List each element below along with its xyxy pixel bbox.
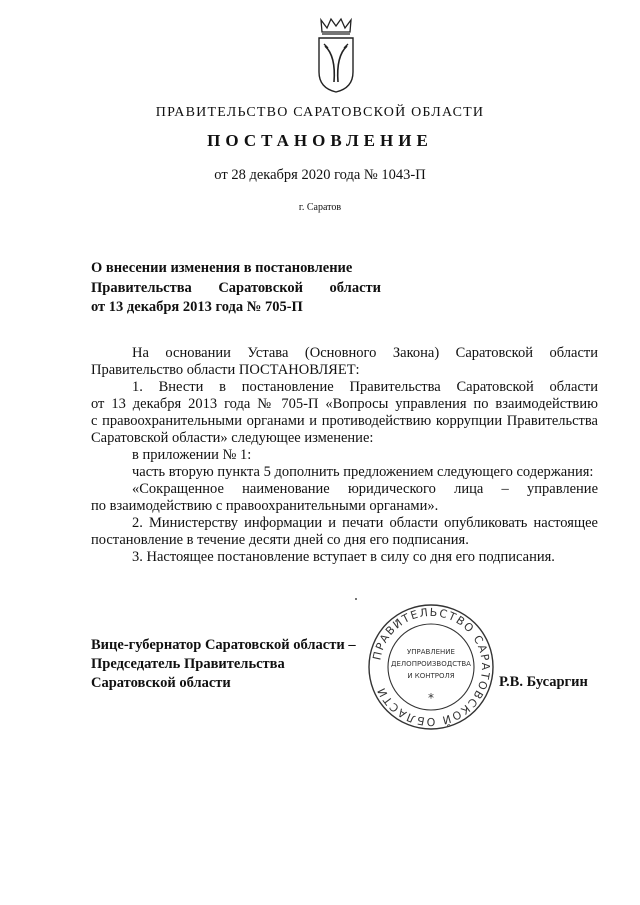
stamp-center-line: УПРАВЛЕНИЕ (407, 648, 455, 656)
signatory-name: Р.В. Бусаргин (499, 674, 588, 690)
document-city: г. Саратов (298, 202, 342, 213)
official-stamp (366, 602, 496, 732)
stamp-ring-text: ПРАВИТЕЛЬСТВО САРАТОВСКОЙ ОБЛАСТИ (370, 605, 493, 729)
document-subject (91, 259, 381, 318)
body-line: На основании Устава (Основного Закона) Саратовской области (132, 345, 598, 361)
scan-speck (355, 598, 357, 600)
body-line: по взаимодействию с правоохранительными органами». (91, 498, 439, 514)
subject-line: Правительства Саратовской области (91, 279, 381, 296)
subject-line: О внесении изменения в постановление (91, 260, 353, 276)
body-line: 2. Министерству информации и печати области опубликовать настоящее (132, 515, 598, 531)
body-line: постановление в течение десяти дней со дня его подписания. (91, 532, 469, 548)
government-name: ПРАВИТЕЛЬСТВО САРАТОВСКОЙ ОБЛАСТИ (155, 105, 485, 120)
stamp-center-line: ДЕЛОПРОИЗВОДСТВА (391, 660, 471, 668)
document-date-number: от 28 декабря 2020 года № 1043-П (214, 167, 426, 183)
subject-line: от 13 декабря 2013 года № 705-П (91, 299, 303, 315)
signatory-position-line: Председатель Правительства (91, 656, 285, 672)
body-line: Правительство области ПОСТАНОВЛЯЕТ: (91, 362, 360, 378)
signatory-position (91, 636, 381, 693)
body-line: часть вторую пункта 5 дополнить предложением следующего содержания: (132, 464, 594, 480)
body-line: Саратовской области» следующее изменение: (91, 430, 374, 446)
document-body (91, 345, 598, 566)
stamp-center-line: И КОНТРОЛЯ (407, 672, 455, 680)
body-line: 1. Внести в постановление Правительства Саратовской области (132, 379, 598, 395)
body-line: 3. Настоящее постановление вступает в силу со дня его подписания. (132, 549, 555, 565)
signatory-position-line: Саратовской области (91, 675, 231, 691)
stamp-star-icon: * (428, 691, 434, 705)
signatory-position-line: Вице-губернатор Саратовской области – (91, 637, 356, 653)
body-line: «Сокращенное наименование юридического лица – управление (132, 481, 598, 497)
body-line: с правоохранительными органами и противодействию коррупции Правительства (91, 413, 598, 429)
body-line: в приложении № 1: (132, 447, 252, 463)
saratov-coat-of-arms-icon (315, 16, 357, 94)
body-line: от 13 декабря 2013 года № 705-П «Вопросы управления по взаимодействию (91, 396, 598, 412)
document-type: ПОСТАНОВЛЕНИЕ (207, 131, 433, 150)
